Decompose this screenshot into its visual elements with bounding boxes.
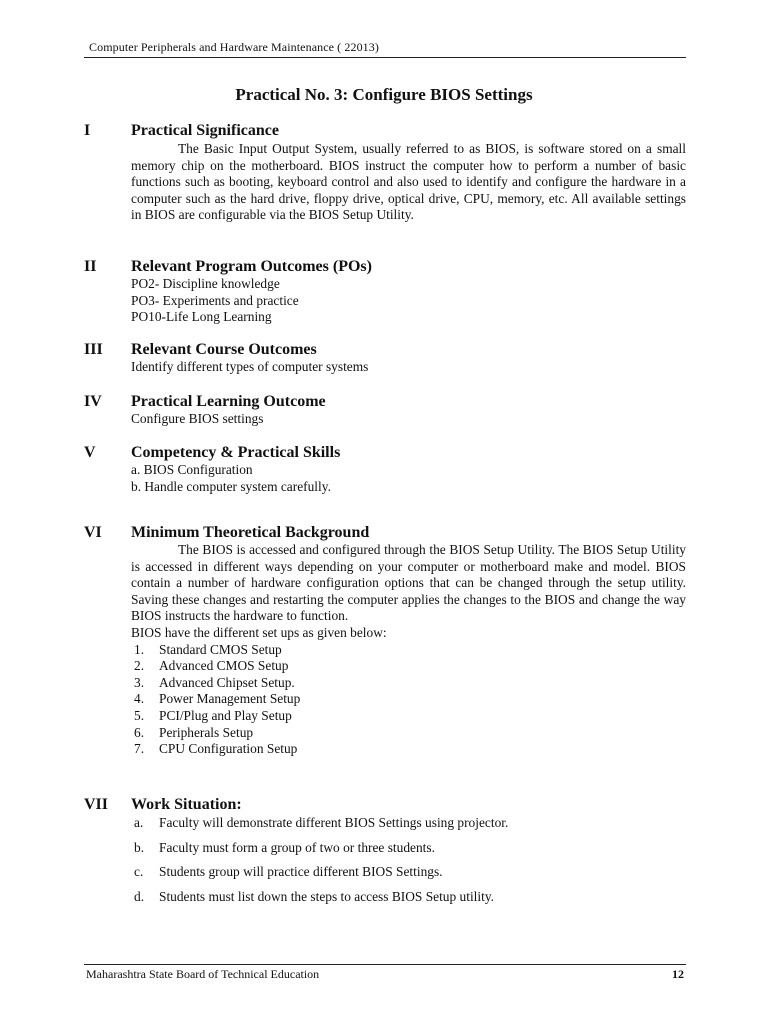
list-item bbox=[131, 889, 686, 914]
section-body bbox=[131, 815, 686, 913]
background-paragraph: The BIOS is accessed and configured through the BIOS Setup Utility. The BIOS Setup Utility is accessed in different ways depending on your computer or motherboard make and model. BIOS contain a number of hardware configuration options that can be changed through the setup utility. Saving these changes and restarting the computer applies the changes to the BIOS and change the way BIOS instructs the hardware to function. bbox=[131, 542, 686, 624]
footer-divider bbox=[84, 964, 686, 965]
outcome-line: PO2- Discipline knowledge bbox=[131, 276, 280, 291]
list-marker: 4. bbox=[134, 691, 145, 707]
page-title: Practical No. 3: Configure BIOS Settings bbox=[235, 85, 533, 104]
section-body bbox=[131, 542, 686, 758]
section-number: V bbox=[84, 444, 96, 461]
setup-list bbox=[131, 642, 686, 758]
section-heading: Practical Learning Outcome bbox=[131, 393, 326, 410]
section-number: IV bbox=[84, 393, 102, 410]
outcome-line: PO10-Life Long Learning bbox=[131, 309, 272, 325]
section-heading: Work Situation: bbox=[131, 796, 242, 813]
list-marker: 2. bbox=[134, 658, 145, 674]
page-number: 12 bbox=[672, 967, 684, 981]
header-divider bbox=[84, 57, 686, 58]
list-item-text: Advanced CMOS Setup bbox=[159, 658, 289, 674]
section-number: III bbox=[84, 341, 103, 358]
list-marker: 6. bbox=[134, 724, 145, 740]
list-item-text: Faculty must form a group of two or three students. bbox=[159, 839, 435, 855]
list-item bbox=[131, 864, 686, 889]
section-heading: Minimum Theoretical Background bbox=[131, 524, 370, 541]
section-body: Configure BIOS settings bbox=[131, 411, 264, 426]
section-body: Identify different types of computer systems bbox=[131, 359, 369, 374]
outcome-line: PO3- Experiments and practice bbox=[131, 292, 299, 308]
list-item bbox=[131, 658, 686, 675]
list-item bbox=[131, 741, 686, 758]
section-heading: Relevant Course Outcomes bbox=[131, 341, 317, 358]
list-marker: c. bbox=[134, 864, 144, 879]
list-marker: 7. bbox=[134, 741, 145, 757]
list-marker: 5. bbox=[134, 707, 145, 723]
list-item-text: CPU Configuration Setup bbox=[159, 741, 298, 757]
list-item bbox=[131, 708, 686, 725]
section-body bbox=[131, 276, 686, 326]
list-item-text: Peripherals Setup bbox=[159, 724, 254, 740]
section-number: II bbox=[84, 258, 97, 275]
section-number: I bbox=[84, 122, 91, 139]
list-item bbox=[131, 815, 686, 840]
section-body: The Basic Input Output System, usually referred to as BIOS, is software stored on a small memory chip on the motherboard. BIOS instruct the computer how to perform a number of basic functions such as booting, keyboard control and also used to identify and configure the hardware in a computer such as the hard drive, floppy drive, optical drive, CPU, memory, etc. All available settings in BIOS are configurable via the BIOS Setup Utility. bbox=[131, 141, 686, 223]
list-marker: 1. bbox=[134, 641, 145, 657]
section-heading: Competency & Practical Skills bbox=[131, 444, 341, 461]
work-situation-list bbox=[131, 815, 686, 913]
running-header: Computer Peripherals and Hardware Maintenance ( 22013) bbox=[89, 40, 379, 54]
section-heading: Practical Significance bbox=[131, 122, 279, 139]
list-item bbox=[131, 725, 686, 742]
list-item bbox=[131, 840, 686, 865]
list-item-text: Students must list down the steps to access BIOS Setup utility. bbox=[159, 888, 495, 904]
list-marker: a. bbox=[134, 815, 144, 830]
section-number: VI bbox=[84, 524, 102, 541]
footer-publisher: Maharashtra State Board of Technical Education bbox=[86, 967, 320, 981]
skill-line: b. Handle computer system carefully. bbox=[131, 478, 331, 494]
skill-line: a. BIOS Configuration bbox=[131, 462, 253, 477]
section-number: VII bbox=[84, 796, 109, 813]
list-item-text: PCI/Plug and Play Setup bbox=[159, 707, 292, 723]
section-body bbox=[131, 462, 686, 495]
list-marker: b. bbox=[134, 839, 145, 855]
list-item bbox=[131, 691, 686, 708]
setup-list-intro: BIOS have the different set ups as given below: bbox=[131, 624, 387, 640]
list-item-text: Standard CMOS Setup bbox=[159, 641, 282, 657]
list-item-text: Advanced Chipset Setup. bbox=[159, 674, 295, 690]
list-marker: 3. bbox=[134, 674, 145, 690]
list-marker: d. bbox=[134, 888, 145, 904]
list-item-text: Faculty will demonstrate different BIOS Settings using projector. bbox=[159, 815, 509, 830]
list-item-text: Power Management Setup bbox=[159, 691, 301, 707]
list-item bbox=[131, 642, 686, 659]
list-item bbox=[131, 675, 686, 692]
list-item-text: Students group will practice different BIOS Settings. bbox=[159, 864, 443, 879]
section-heading: Relevant Program Outcomes (POs) bbox=[131, 258, 372, 275]
